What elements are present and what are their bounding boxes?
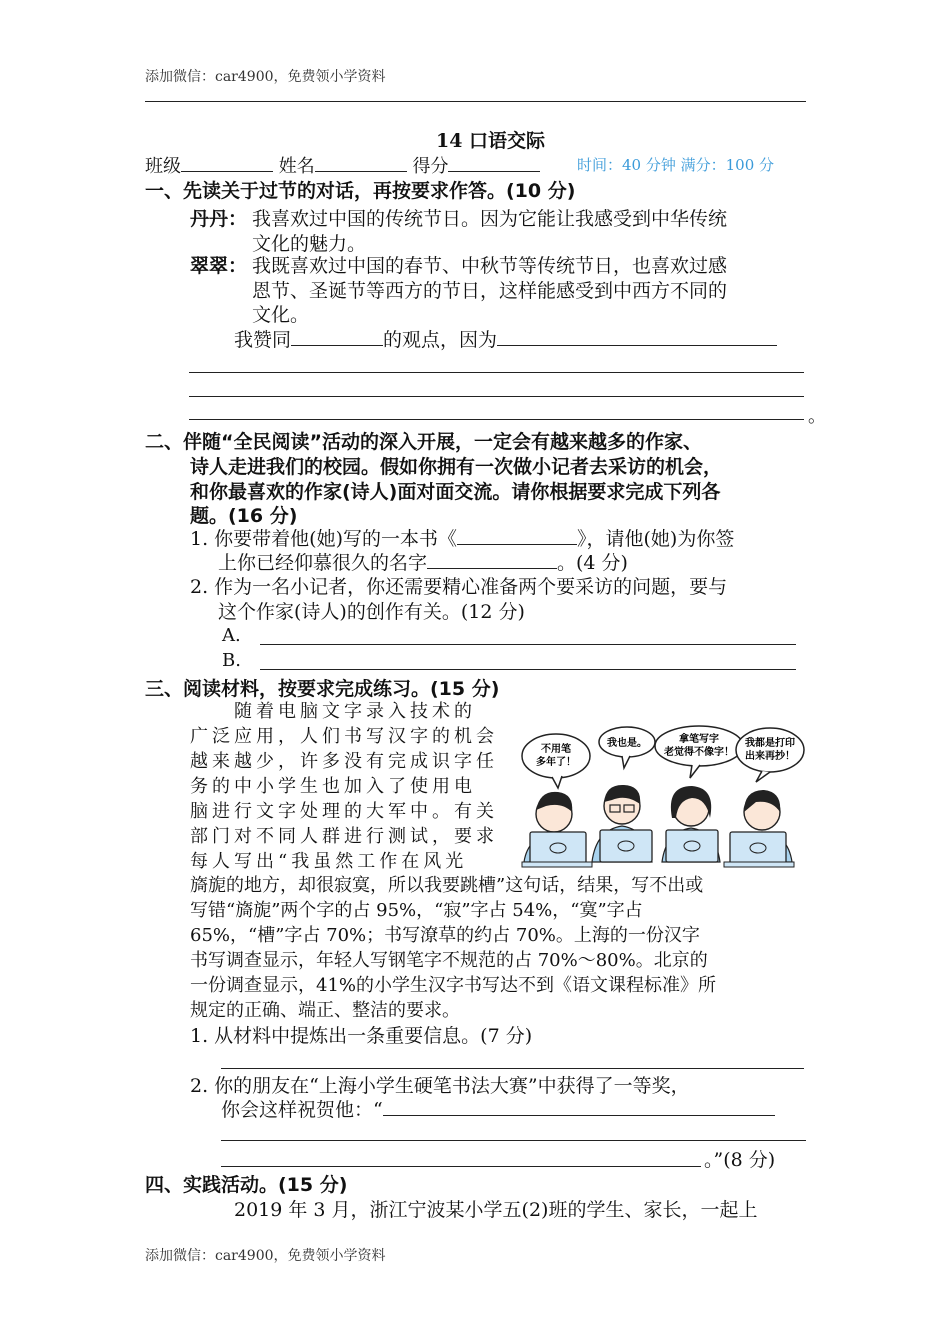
q1-end-mark: 。 bbox=[808, 406, 826, 427]
q1-speaker2-line2: 恩节、圣诞节等西方的节日，这样能感受到中西方不同的 bbox=[252, 280, 728, 302]
q2-line3: 和你最喜欢的作家(诗人)面对面交流。请你根据要求完成下列各 bbox=[190, 481, 721, 503]
q3-left-line: 越来越少，许多没有完成识字任 bbox=[190, 751, 498, 772]
q1-reason-blank[interactable] bbox=[497, 326, 777, 346]
bubble-1-text-a: 不用笔 bbox=[541, 744, 571, 755]
info-row bbox=[145, 152, 540, 178]
laptop-1 bbox=[522, 832, 592, 867]
q3-left-line: 每人写出“我虽然工作在风光 bbox=[190, 851, 468, 872]
q1-speaker2-line3: 文化。 bbox=[252, 304, 310, 326]
page-title: 14 口语交际 bbox=[436, 130, 546, 152]
bubble-3-text-b: 老觉得不像字！ bbox=[664, 747, 734, 758]
q2-option-b-line[interactable] bbox=[260, 669, 796, 670]
q2-line4: 题。(16 分) bbox=[190, 505, 298, 527]
q3-left-line: 部门对不同人群进行测试，要求 bbox=[190, 826, 498, 847]
q1-answer-line-3[interactable] bbox=[189, 419, 804, 420]
q2-item2-line1: 2. 作为一名小记者，你还需要精心准备两个要采访的问题，要与 bbox=[190, 576, 728, 598]
q3-left-line: 随着电脑文字录入技术的 bbox=[234, 701, 476, 722]
laptop-3 bbox=[666, 830, 718, 862]
q3-greeting-blank-1[interactable] bbox=[383, 1096, 775, 1116]
q2-line2: 诗人走进我们的校园。假如你拥有一次做小记者去采访的机会， bbox=[190, 456, 723, 478]
q2-option-b-label: B. bbox=[222, 650, 241, 671]
q3-item2-line2: 你会这样祝贺他：“ bbox=[221, 1095, 775, 1122]
q3-item1-answer-line[interactable] bbox=[221, 1068, 804, 1069]
q1-answer-line-1[interactable] bbox=[189, 372, 804, 373]
laptop-4 bbox=[724, 832, 794, 867]
q2-option-a-label: A. bbox=[222, 625, 241, 646]
q3-left-line: 脑进行文字处理的大军中。有关 bbox=[190, 801, 498, 822]
class-blank[interactable] bbox=[181, 153, 273, 172]
q3-left-line: 广泛应用，人们书写汉字的机会 bbox=[190, 726, 498, 747]
students-computers-illustration bbox=[516, 722, 806, 870]
q2-name-blank[interactable] bbox=[427, 549, 557, 569]
q1-answer-line-2[interactable] bbox=[189, 396, 804, 397]
q3-material-left bbox=[190, 699, 510, 874]
laptop-2 bbox=[600, 830, 652, 862]
q3-full-line: 写错“旖旎”两个字的占 95%，“寂”字占 54%，“寞”字占 bbox=[190, 900, 643, 921]
bubble-1-text-b: 多年了！ bbox=[536, 757, 576, 768]
q1-prompt: 我赞同 的观点，因为 bbox=[234, 325, 777, 352]
q1-choice-blank[interactable] bbox=[291, 326, 383, 346]
q3-full-line: 规定的正确、端正、整洁的要求。 bbox=[190, 1000, 460, 1021]
q2-item1-line2: 上你已经仰慕很久的名字 。(4 分) bbox=[218, 548, 628, 575]
q3-material-full bbox=[190, 873, 810, 1023]
name-blank[interactable] bbox=[315, 153, 407, 172]
q1-speaker1-line2: 文化的魅力。 bbox=[252, 233, 367, 255]
q4-heading: 四、实践活动。(15 分) bbox=[145, 1174, 348, 1196]
header-rule bbox=[145, 101, 806, 102]
q3-left-line: 务的中小学生也加入了使用电 bbox=[190, 776, 476, 797]
q3-full-line: 65%，“槽”字占 70%；书写潦草的约占 70%。上海的一份汉字 bbox=[190, 925, 700, 946]
page-footer: 添加微信：car4900，免费领小学资料 bbox=[145, 1248, 386, 1264]
q1-speaker2: 翠翠： bbox=[190, 255, 248, 277]
q2-line1: 二、伴随“全民阅读”活动的深入开展，一定会有越来越多的作家、 bbox=[145, 431, 702, 453]
bubble-4-text-b: 出来再抄！ bbox=[745, 751, 795, 762]
q3-greeting-line-2[interactable] bbox=[221, 1140, 806, 1141]
q3-item1: 1. 从材料中提炼出一条重要信息。(7 分) bbox=[190, 1025, 533, 1047]
name-label: 姓名 bbox=[278, 156, 315, 177]
q2-option-a-line[interactable] bbox=[260, 644, 796, 645]
bubble-4-text-a: 我都是打印 bbox=[745, 738, 795, 749]
q3-full-line: 书写调查显示，年轻人写钢笔字不规范的占 70%～80%。北京的 bbox=[190, 950, 708, 971]
q3-full-line: 旖旎的地方，却很寂寞，所以我要跳槽”这句话，结果，写不出或 bbox=[190, 875, 704, 896]
q3-full-line: 一份调查显示，41%的小学生汉字书写达不到《语文课程标准》所 bbox=[190, 975, 717, 996]
q4-line1: 2019 年 3 月，浙江宁波某小学五(2)班的学生、家长，一起上 bbox=[234, 1199, 758, 1221]
bubble-3-text-a: 拿笔写字 bbox=[679, 734, 719, 745]
q3-heading: 三、阅读材料，按要求完成练习。(15 分) bbox=[145, 678, 500, 700]
q2-item1-line1: 1. 你要带着他(她)写的一本书《 》，请他(她)为你签 bbox=[190, 524, 734, 551]
q1-heading: 一、先读关于过节的对话，再按要求作答。(10 分) bbox=[145, 180, 576, 202]
q3-item2-line1: 2. 你的朋友在“上海小学生硬笔书法大赛”中获得了一等奖， bbox=[190, 1075, 690, 1097]
score-label: 得分 bbox=[412, 156, 449, 177]
q2-book-blank[interactable] bbox=[457, 525, 577, 545]
q3-item2-end: 。”(8 分) bbox=[704, 1149, 776, 1171]
q1-speaker1-line1: 我喜欢过中国的传统节日。因为它能让我感受到中华传统 bbox=[252, 208, 728, 230]
score-blank[interactable] bbox=[448, 153, 540, 172]
q1-speaker2-line1: 我既喜欢过中国的春节、中秋节等传统节日，也喜欢过感 bbox=[252, 255, 728, 277]
q1-speaker1: 丹丹： bbox=[190, 208, 248, 230]
bubble-2-text: 我也是。 bbox=[607, 738, 647, 749]
q2-item2-line2: 这个作家(诗人)的创作有关。(12 分) bbox=[218, 601, 525, 623]
class-label: 班级 bbox=[145, 156, 181, 177]
page-header: 添加微信：car4900，免费领小学资料 bbox=[145, 69, 386, 85]
time-note: 时间：40 分钟 满分：100 分 bbox=[577, 156, 775, 174]
q3-greeting-line-3[interactable] bbox=[221, 1166, 701, 1167]
